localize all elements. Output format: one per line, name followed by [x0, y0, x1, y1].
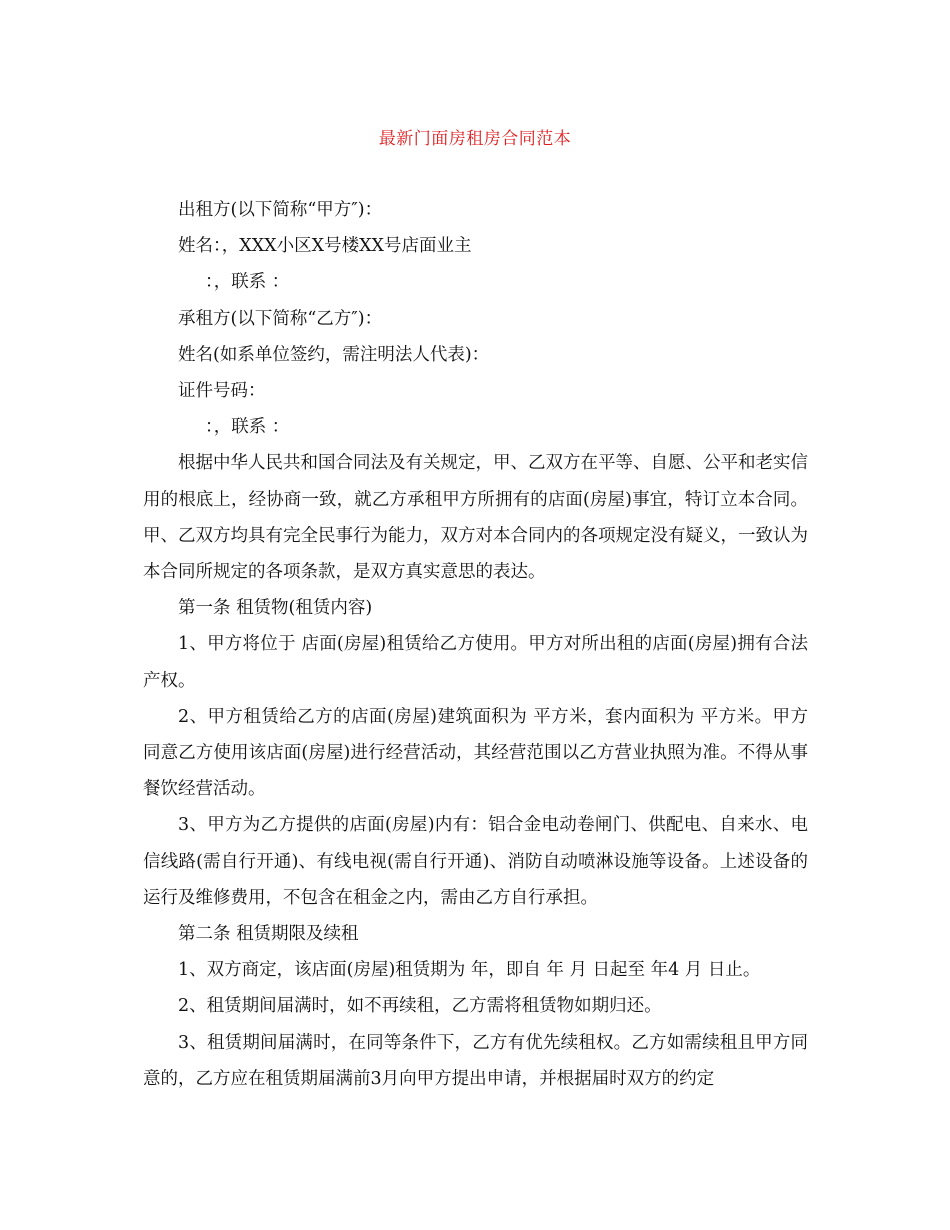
- paragraph-lessee-heading: 承租方(以下简称“乙方″)：: [178, 308, 383, 329]
- article-2-clause-3: 3、租赁期间届满时，在同等条件下，乙方有优先续租权。乙方如需续租且甲方同意的，乙方应在租赁期届满前3月向甲方提出申请，并根据届时双方的约定: [143, 1032, 808, 1089]
- article-1-heading: 第一条 租赁物(租赁内容): [178, 598, 373, 619]
- article-1-clause-1: 1、甲方将位于 店面(房屋)租赁给乙方使用。甲方对所出租的店面(房屋)拥有合法产权。: [143, 634, 808, 691]
- paragraph-lessor-name: 姓名：，XXX小区X号楼XX号店面业主: [178, 236, 472, 257]
- article-1-clause-3: 3、甲方为乙方提供的店面(房屋)内有：铝合金电动卷闸门、供配电、自来水、电信线路(需自行开通)、有线电视(需自行开通)、消防自动喷淋设施等设备。上述设备的运行及维修费用，不包含在租金之内，需由乙方自行承担。: [143, 815, 808, 908]
- article-2-clause-2: 2、租赁期间届满时，如不再续租，乙方需将租赁物如期归还。: [178, 996, 662, 1017]
- paragraph-lessee-id: 证件号码：: [178, 381, 266, 402]
- paragraph-lessor-heading: 出租方(以下简称“甲方″)：: [178, 200, 383, 220]
- article-1-clause-2: 2、甲方租赁给乙方的店面(房屋)建筑面积为 平方米，套内面积为 平方米。甲方同意乙方使用该店面(房屋)进行经营活动，其经营范围以乙方营业执照为准。不得从事餐饮经营活动。: [143, 706, 808, 800]
- document-title: 最新门面房租房合同范本: [378, 129, 572, 149]
- paragraph-preamble: 根据中华人民共和国合同法及有关规定，甲、乙双方在平等、自愿、公平和老实信用的根底上，经协商一致，就乙方承租甲方所拥有的店面(房屋)事宜，特订立本合同。甲、乙双方均具有完全民事行为能力，双方对本合同内的各项规定没有疑义，一致认为本合同所规定的各项条款，是双方真实意思的表达。: [143, 453, 808, 583]
- paragraph-lessee-name: 姓名(如系单位签约，需注明法人代表)：: [178, 344, 490, 365]
- paragraph-lessee-contact: ：，联系 ：: [205, 417, 290, 438]
- article-2-heading: 第二条 租赁期限及续租: [178, 924, 359, 945]
- article-2-clause-1: 1、双方商定，该店面(房屋)租赁期为 年，即自 年 月 日起至 年4 月 日止。: [178, 960, 761, 981]
- contract-body: [143, 192, 808, 1097]
- paragraph-lessor-contact: ：，联系 ：: [205, 272, 290, 293]
